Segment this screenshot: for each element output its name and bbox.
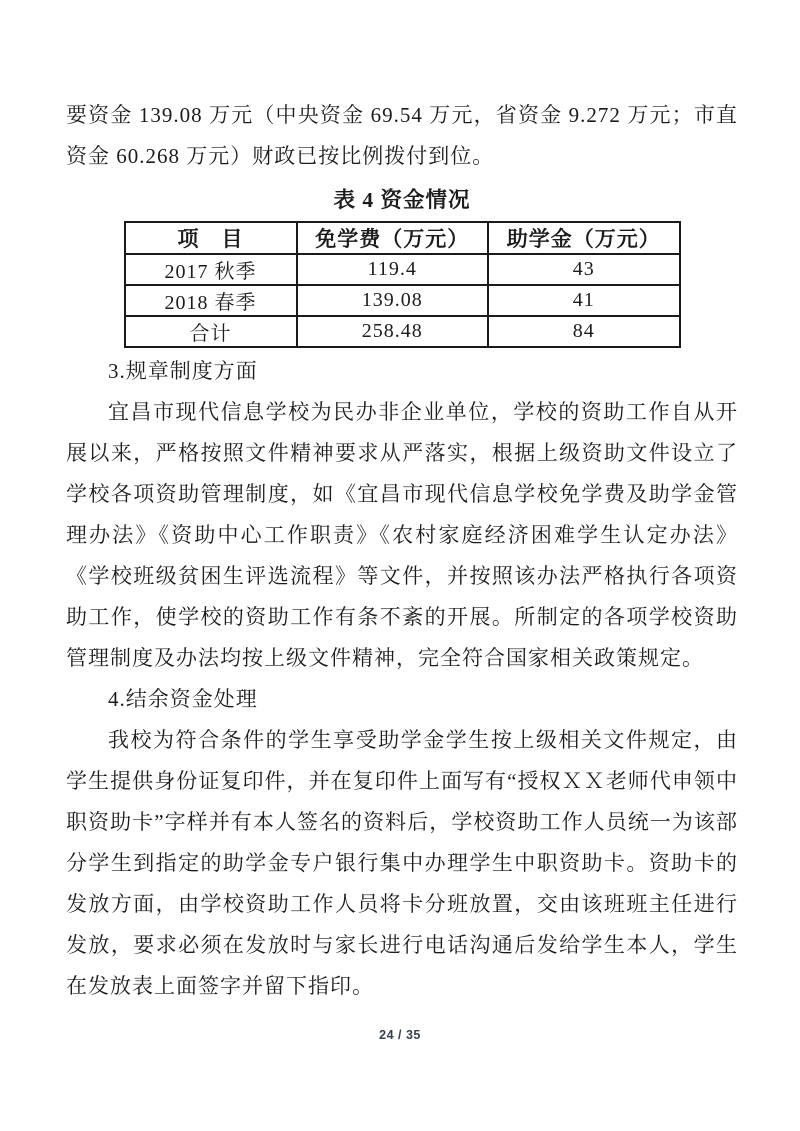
page-number: 24 / 35 (379, 1028, 421, 1042)
paragraph-funding-summary: 要资金 139.08 万元（中央资金 69.54 万元，省资金 9.272 万元；市直资金 60.268 万元）财政已按比例拨付到位。 (66, 103, 738, 168)
cell-tuition-total: 258.48 (297, 316, 488, 347)
cell-period-2017-autumn: 2017 秋季 (125, 254, 297, 285)
section-4-heading: 4.结余资金处理 (108, 687, 258, 711)
cell-grant-2018-spring: 41 (488, 285, 679, 316)
cell-grant-2017-autumn: 43 (488, 254, 679, 285)
table-header-grant: 助学金（万元） (488, 222, 679, 254)
table-caption: 表 4 资金情况 (333, 188, 471, 212)
cell-period-total: 合计 (125, 316, 297, 347)
section-3-paragraph: 宜昌市现代信息学校为民办非企业单位，学校的资助工作自从开展以来，严格按照文件精神要求从严落实，根据上级资助文件设立了学校各项资助管理制度，如《宜昌市现代信息学校免学费及助学金管理办法》《资助中心工作职责》《农村家庭经济困难学生认定办法》《学校班级贫困生评选流程》等文件，并按照该办法严格执行各项资助工作，使学校的资助工作有条不紊的开展。所制定的各项学校资助管理制度及办法均按上级文件精神，完全符合国家相关政策规定。 (66, 400, 738, 670)
cell-tuition-2018-spring: 139.08 (297, 285, 488, 316)
section-3-heading: 3.规章制度方面 (108, 359, 258, 383)
table-row (125, 285, 680, 316)
table-header-row (125, 222, 680, 254)
table-header-tuition-waiver: 免学费（万元） (297, 222, 488, 254)
section-4-paragraph: 我校为符合条件的学生享受助学金学生按上级相关文件规定，由学生提供身份证复印件，并在复印件上面写有“授权ＸＸ老师代申领中职资助卡”字样并有本人签名的资料后，学校资助工作人员统一为该部分学生到指定的助学金专户银行集中办理学生中职资助卡。资助卡的发放方面，由学校资助工作人员将卡分班放置，交由该班班主任进行发放，要求必须在发放时与家长进行电话沟通后发给学生本人，学生在发放表上面签字并留下指印。 (66, 728, 738, 998)
table-row (125, 316, 680, 347)
cell-period-2018-spring: 2018 春季 (125, 285, 297, 316)
table-row (125, 254, 680, 285)
cell-tuition-2017-autumn: 119.4 (297, 254, 488, 285)
table-header-item: 项 目 (125, 222, 297, 254)
cell-grant-total: 84 (488, 316, 679, 347)
funding-table (124, 221, 681, 348)
